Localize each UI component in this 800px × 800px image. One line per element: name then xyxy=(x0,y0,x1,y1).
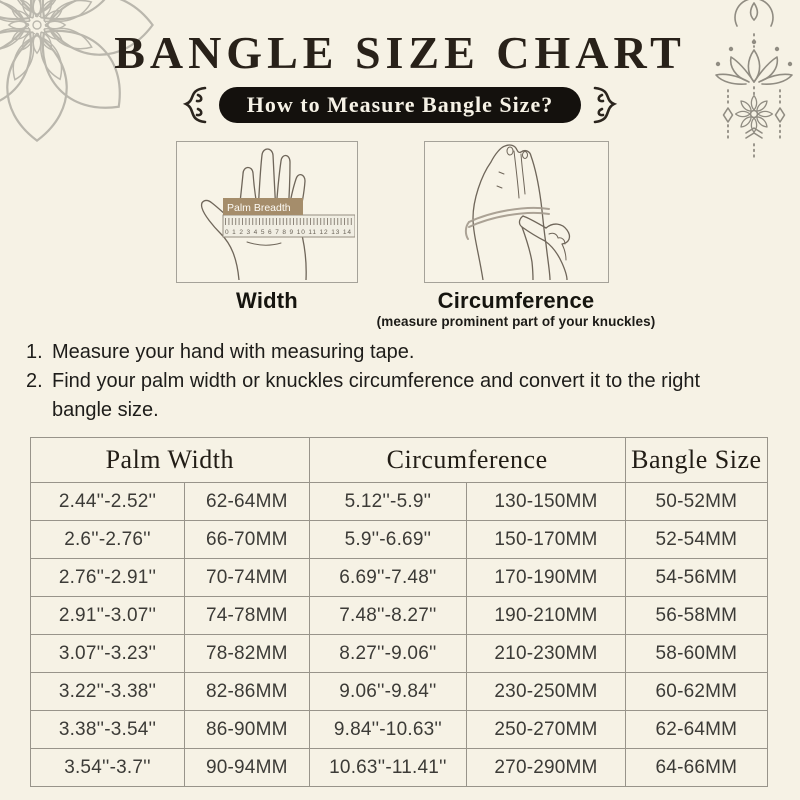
instruction-1 xyxy=(26,338,752,367)
cell: 2.91''-3.07'' xyxy=(31,597,185,635)
header-bangle-size: Bangle Size xyxy=(625,438,767,483)
cell: 62-64MM xyxy=(625,711,767,749)
flourish-right-icon xyxy=(591,85,621,125)
cell: 5.12''-5.9'' xyxy=(309,483,467,521)
cell: 2.76''-2.91'' xyxy=(31,559,185,597)
page-title: BANGLE SIZE CHART xyxy=(114,27,686,78)
instruction-2-text: Find your palm width or knuckles circumference and convert it to the right bangle size. xyxy=(52,370,701,421)
ruler-chip-label: Palm Breadth xyxy=(227,202,291,214)
circumference-caption-block xyxy=(366,288,666,329)
cell: 6.69''-7.48'' xyxy=(309,559,467,597)
cell: 70-74MM xyxy=(185,559,310,597)
cell: 2.44''-2.52'' xyxy=(31,483,185,521)
cell: 3.38''-3.54'' xyxy=(31,711,185,749)
cell: 78-82MM xyxy=(185,635,310,673)
cell: 8.27''-9.06'' xyxy=(309,635,467,673)
cell: 270-290MM xyxy=(467,749,625,787)
cell: 10.63''-11.41'' xyxy=(309,749,467,787)
table-row xyxy=(31,597,768,635)
cell: 250-270MM xyxy=(467,711,625,749)
cell: 64-66MM xyxy=(625,749,767,787)
cell: 66-70MM xyxy=(185,521,310,559)
cell: 5.9''-6.69'' xyxy=(309,521,467,559)
width-caption: Width xyxy=(236,288,298,313)
cell: 82-86MM xyxy=(185,673,310,711)
table-row xyxy=(31,521,768,559)
hand-circumference-illustration xyxy=(424,141,609,283)
cell: 190-210MM xyxy=(467,597,625,635)
ruler-icon xyxy=(223,198,355,237)
cell: 86-90MM xyxy=(185,711,310,749)
hand-width-illustration xyxy=(176,141,358,283)
table-row xyxy=(31,749,768,787)
cell: 150-170MM xyxy=(467,521,625,559)
cell: 2.6''-2.76'' xyxy=(31,521,185,559)
cell: 3.07''-3.23'' xyxy=(31,635,185,673)
cell: 60-62MM xyxy=(625,673,767,711)
table-row xyxy=(31,635,768,673)
cell: 210-230MM xyxy=(467,635,625,673)
table-row xyxy=(31,559,768,597)
cell: 90-94MM xyxy=(185,749,310,787)
cell: 230-250MM xyxy=(467,673,625,711)
circumference-subcaption: (measure prominent part of your knuckles) xyxy=(376,314,656,329)
cell: 170-190MM xyxy=(467,559,625,597)
cell: 56-58MM xyxy=(625,597,767,635)
cell: 9.06''-9.84'' xyxy=(309,673,467,711)
flourish-left-icon xyxy=(179,85,209,125)
cell: 50-52MM xyxy=(625,483,767,521)
table-header-row xyxy=(31,438,768,483)
header-palm-width: Palm Width xyxy=(31,438,310,483)
instruction-2-number: 2. xyxy=(26,370,43,392)
cell: 74-78MM xyxy=(185,597,310,635)
instruction-1-number: 1. xyxy=(26,341,43,363)
cell: 62-64MM xyxy=(185,483,310,521)
badge-row xyxy=(0,84,800,126)
cell: 54-56MM xyxy=(625,559,767,597)
circumference-caption: Circumference xyxy=(437,288,595,313)
cell: 3.22''-3.38'' xyxy=(31,673,185,711)
cell: 58-60MM xyxy=(625,635,767,673)
table-row xyxy=(31,483,768,521)
bangle-size-table xyxy=(30,437,768,787)
cell: 3.54''-3.7'' xyxy=(31,749,185,787)
measuring-tape-icon xyxy=(466,208,549,239)
how-to-measure-badge: How to Measure Bangle Size? xyxy=(219,87,581,123)
table-row xyxy=(31,711,768,749)
instructions-list xyxy=(26,338,752,425)
cell: 9.84''-10.63'' xyxy=(309,711,467,749)
instruction-2 xyxy=(26,367,752,425)
ruler-scale: 0 1 2 3 4 5 6 7 8 9 10 11 12 13 14 xyxy=(225,229,351,236)
table-row xyxy=(31,673,768,711)
instruction-1-text: Measure your hand with measuring tape. xyxy=(52,341,415,363)
header-circumference: Circumference xyxy=(309,438,625,483)
cell: 52-54MM xyxy=(625,521,767,559)
cell: 7.48''-8.27'' xyxy=(309,597,467,635)
cell: 130-150MM xyxy=(467,483,625,521)
